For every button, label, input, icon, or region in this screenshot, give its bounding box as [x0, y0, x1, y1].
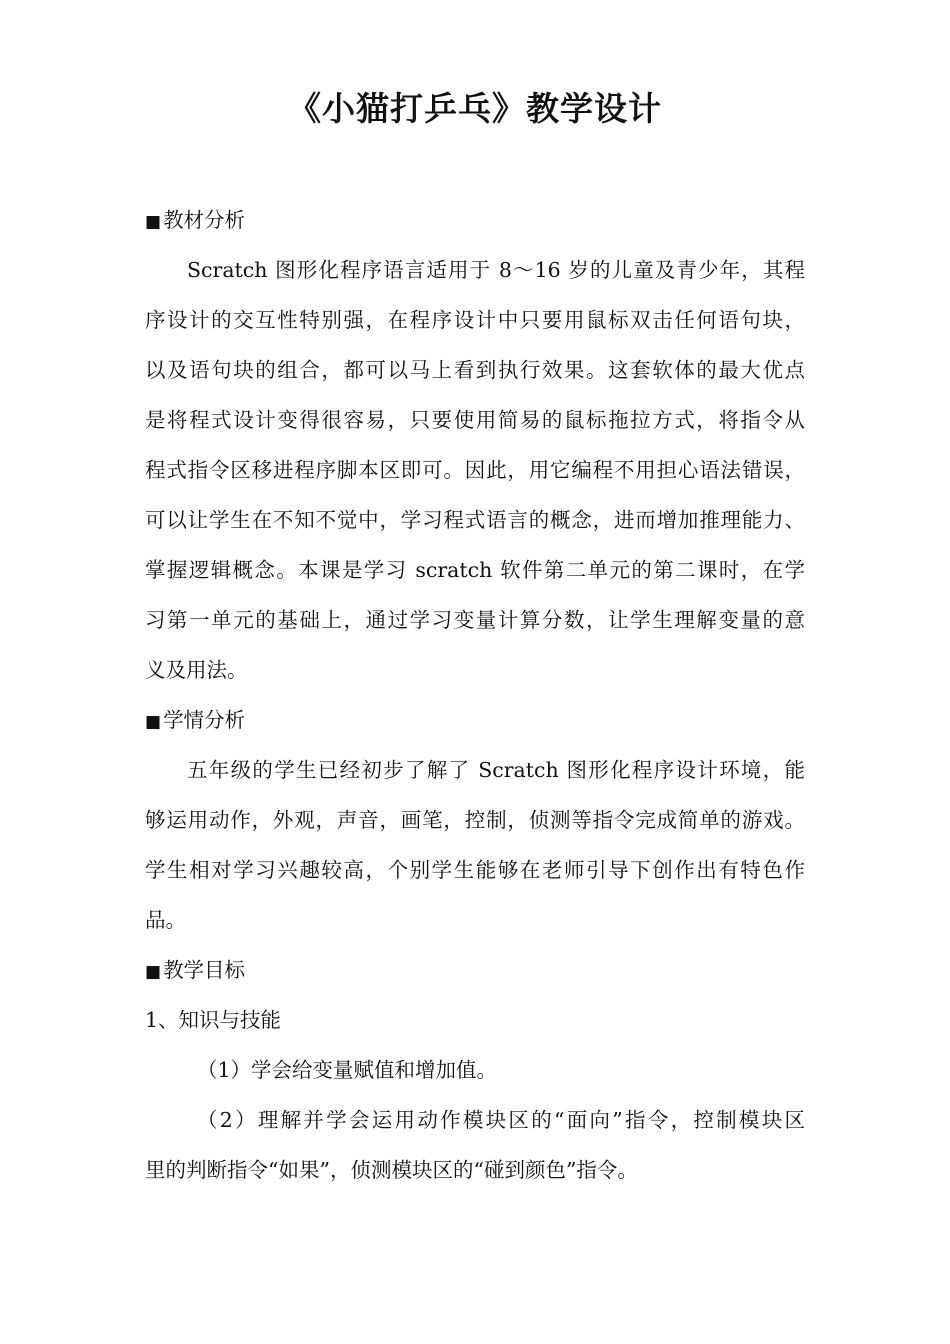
section-heading-label: 学情分析: [163, 708, 246, 732]
paragraph-line: 程式指令区移进程序脚本区即可。因此，用它编程不用担心语法错误，: [145, 458, 805, 482]
list-item-continuation: 里的判断指令“如果”，侦测模块区的“碰到颜色”指令。: [145, 1158, 638, 1182]
list-item: （2）理解并学会运用动作模块区的“面向”指令，控制模块区: [197, 1108, 805, 1132]
paragraph-line: 够运用动作，外观，声音，画笔，控制，侦测等指令完成简单的游戏。: [145, 808, 805, 832]
square-bullet-icon: ■: [145, 712, 162, 732]
paragraph-line: 可以让学生在不知不觉中，学习程式语言的概念，进而增加推理能力、: [145, 508, 805, 532]
section-heading-label: 教学目标: [163, 958, 246, 982]
list-item: （1）学会给变量赋值和增加值。: [197, 1058, 498, 1082]
section-heading-materials: [145, 195, 805, 245]
document-body: [145, 195, 805, 1195]
paragraph-line: 序设计的交互性特别强，在程序设计中只要用鼠标双击任何语句块，: [145, 308, 805, 332]
section-heading-label: 教材分析: [163, 208, 246, 232]
paragraph-line: 以及语句块的组合，都可以马上看到执行效果。这套软体的最大优点: [145, 358, 805, 382]
paragraph-line: 义及用法。: [145, 658, 248, 682]
paragraph-line: 是将程式设计变得很容易，只要使用简易的鼠标拖拉方式，将指令从: [145, 408, 805, 432]
paragraph-line: 五年级的学生已经初步了解了 Scratch 图形化程序设计环境，能: [187, 758, 805, 782]
sub-heading: 1、知识与技能: [145, 1008, 282, 1032]
page-title: 《小猫打乒乓》教学设计: [288, 89, 662, 128]
paragraph-line: 掌握逻辑概念。本课是学习 scratch 软件第二单元的第二课时，在学: [145, 558, 805, 582]
paragraph-line: 品。: [145, 908, 186, 932]
section-heading-students: [145, 695, 805, 745]
paragraph-line: 习第一单元的基础上，通过学习变量计算分数，让学生理解变量的意: [145, 608, 805, 632]
square-bullet-icon: ■: [145, 212, 162, 232]
paragraph-line: Scratch 图形化程序语言适用于 8～16 岁的儿童及青少年，其程: [187, 258, 805, 282]
square-bullet-icon: ■: [145, 962, 162, 982]
section-heading-goals: [145, 945, 805, 995]
paragraph-line: 学生相对学习兴趣较高，个别学生能够在老师引导下创作出有特色作: [145, 858, 805, 882]
